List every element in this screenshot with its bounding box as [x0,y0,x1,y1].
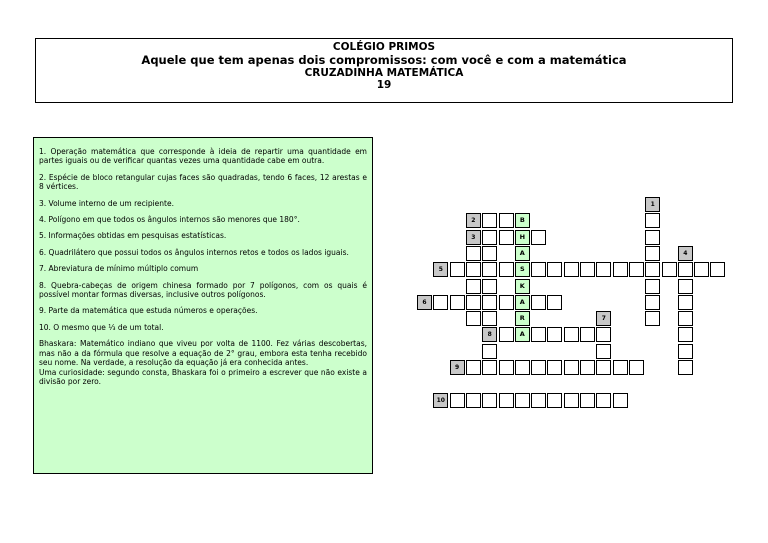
answer-cell[interactable] [531,230,546,245]
clue-number-6: 6 [417,295,432,310]
answer-cell[interactable] [482,262,497,277]
answer-cell[interactable] [547,295,562,310]
answer-cell[interactable] [645,279,660,294]
answer-cell[interactable] [645,262,660,277]
worksheet-title: CRUZADINHA MATEMÁTICA [304,66,464,79]
answer-cell[interactable] [580,327,595,342]
answer-cell[interactable] [596,393,611,408]
answer-cell[interactable] [596,327,611,342]
answer-cell[interactable] [645,295,660,310]
clue-number-7: 7 [596,311,611,326]
answer-cell[interactable] [482,246,497,261]
answer-cell[interactable] [482,344,497,359]
key-letter-cell: H [515,230,530,245]
answer-cell[interactable] [482,295,497,310]
answer-cell[interactable] [466,279,481,294]
bhaskara-note: Bhaskara: Matemático indiano que viveu por volta de 1100. Fez várias descobertas, mas não a da fórmula que resolve a equação de 2° grau, embora esta tenha recebido seu nome. Na verdade, a resolução da equação já era conhecida antes. [39,339,367,368]
answer-cell[interactable] [531,393,546,408]
answer-cell[interactable] [564,327,579,342]
answer-cell[interactable] [629,360,644,375]
clue-number-4: 4 [678,246,693,261]
clue-9: 9. Parte da matemática que estuda números e operações. [39,306,258,316]
answer-cell[interactable] [613,262,628,277]
answer-cell[interactable] [596,360,611,375]
answer-cell[interactable] [499,393,514,408]
key-letter-cell: R [515,311,530,326]
answer-cell[interactable] [678,344,693,359]
answer-cell[interactable] [662,262,677,277]
key-letter-cell: A [515,246,530,261]
answer-cell[interactable] [580,262,595,277]
answer-cell[interactable] [482,360,497,375]
answer-cell[interactable] [515,360,530,375]
answer-cell[interactable] [450,393,465,408]
clue-7: 7. Abreviatura de mínimo múltiplo comum [39,264,199,274]
answer-cell[interactable] [678,360,693,375]
answer-cell[interactable] [499,327,514,342]
answer-cell[interactable] [531,295,546,310]
answer-cell[interactable] [499,262,514,277]
answer-cell[interactable] [645,311,660,326]
answer-cell[interactable] [499,230,514,245]
answer-cell[interactable] [645,230,660,245]
school-motto: Aquele que tem apenas dois compromissos: com você e com a matemática [141,52,627,67]
answer-cell[interactable] [710,262,725,277]
answer-cell[interactable] [580,393,595,408]
answer-cell[interactable] [678,327,693,342]
answer-cell[interactable] [694,262,709,277]
answer-cell[interactable] [613,360,628,375]
answer-cell[interactable] [678,295,693,310]
answer-cell[interactable] [580,360,595,375]
answer-cell[interactable] [499,295,514,310]
key-letter-cell: S [515,262,530,277]
answer-cell[interactable] [450,262,465,277]
key-letter-cell: A [515,295,530,310]
answer-cell[interactable] [564,393,579,408]
answer-cell[interactable] [547,360,562,375]
answer-cell[interactable] [547,327,562,342]
clue-number-5: 5 [433,262,448,277]
worksheet-number: 19 [376,79,392,91]
clue-5: 5. Informações obtidas em pesquisas estatísticas. [39,231,227,241]
clue-number-1: 1 [645,197,660,212]
answer-cell[interactable] [629,262,644,277]
clue-8: 8. Quebra-cabeças de origem chinesa formado por 7 polígonos, com os quais é possível montar formas diversas, inclusive outros polígonos. [39,280,367,300]
answer-cell[interactable] [482,279,497,294]
answer-cell[interactable] [482,213,497,228]
answer-cell[interactable] [531,327,546,342]
key-letter-cell: B [515,213,530,228]
answer-cell[interactable] [466,311,481,326]
answer-cell[interactable] [564,262,579,277]
answer-cell[interactable] [678,262,693,277]
answer-cell[interactable] [613,393,628,408]
answer-cell[interactable] [678,311,693,326]
clue-4: 4. Polígono em que todos os ângulos internos são menores que 180°. [39,215,300,225]
key-letter-cell: K [515,279,530,294]
answer-cell[interactable] [466,295,481,310]
answer-cell[interactable] [596,262,611,277]
clue-number-2: 2 [466,213,481,228]
clue-number-3: 3 [466,230,481,245]
answer-cell[interactable] [645,213,660,228]
answer-cell[interactable] [531,262,546,277]
answer-cell[interactable] [450,295,465,310]
answer-cell[interactable] [515,393,530,408]
answer-cell[interactable] [482,393,497,408]
clue-3: 3. Volume interno de um recipiente. [39,198,174,208]
clue-number-9: 9 [450,360,465,375]
answer-cell[interactable] [596,344,611,359]
clue-10: 10. O mesmo que ⅓ de um total. [39,322,164,332]
answer-cell[interactable] [547,393,562,408]
clue-1: 1. Operação matemática que corresponde à ideia de repartir uma quantidade em partes iguais ou de verificar quantas vezes uma quantidade cabe em outra. [39,147,367,166]
school-name: COLÉGIO PRIMOS [332,41,436,53]
answer-cell[interactable] [499,213,514,228]
clue-number-8: 8 [482,327,497,342]
answer-cell[interactable] [466,246,481,261]
answer-cell[interactable] [482,230,497,245]
answer-cell[interactable] [482,311,497,326]
answer-cell[interactable] [645,246,660,261]
curiosity-note: Uma curiosidade: segundo consta, Bhaskara foi o primeiro a escrever que não existe a divisão por zero. [39,367,367,386]
key-letter-cell: A [515,327,530,342]
clue-6: 6. Quadrilátero que possui todos os ângulos internos retos e todos os lados iguais. [39,247,349,257]
answer-cell[interactable] [466,360,481,375]
answer-cell[interactable] [466,393,481,408]
answer-cell[interactable] [466,262,481,277]
answer-cell[interactable] [499,360,514,375]
answer-cell[interactable] [547,262,562,277]
answer-cell[interactable] [433,295,448,310]
answer-cell[interactable] [564,360,579,375]
clue-number-10: 10 [433,393,448,408]
clue-2: 2. Espécie de bloco retangular cujas faces são quadradas, tendo 6 faces, 12 arestas e 8 vértices. [39,172,367,192]
answer-cell[interactable] [678,279,693,294]
answer-cell[interactable] [531,360,546,375]
